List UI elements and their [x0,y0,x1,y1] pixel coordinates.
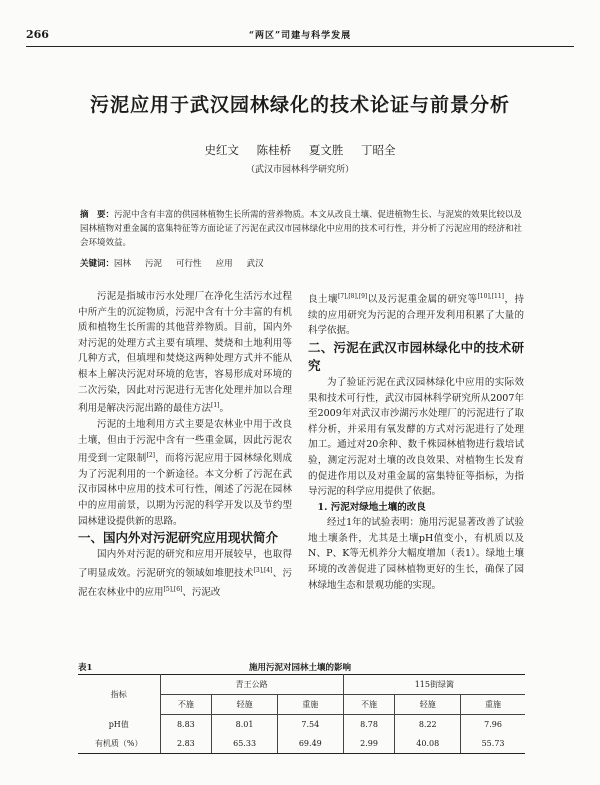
table-cell: 7.96 [484,720,502,729]
table-cell: 65.33 [212,734,278,754]
body-paragraph: 污泥的土地利用方式主要是农林业中用于改良土壤，但由于污泥中含有一些重金属，因此污泥农用受到一定限制[2]，而将污泥应用于园林绿化则成为了污泥利用的一个新途径。本文分析了污泥在武汉市园林中应用的技术可行性，阐述了污泥在园林中的应用前景，以期为污泥的科学开发以及节约型园林建设提供新的思路。 [78,418,292,527]
table-subheader: 轻施 [212,695,278,715]
table-cell: 8.78 [343,715,395,735]
citation: [5],[6] [163,585,183,593]
data-table [78,674,525,754]
table-subheader: 轻施 [395,695,461,715]
table-cell: 69.49 [277,734,343,754]
table-cell: 8.01 [212,715,278,735]
keyword: 应用 [215,259,233,269]
abstract-text: 污泥中含有丰富的供园林植物生长所需的营养物质。本文从改良土壤、促进植物生长、与泥炭的效果比较以及园林植物对重金属的富集特征等方面论证了污泥在武汉市园林绿化中应用的技术可行性，并分析了污泥应用的经济和社会环境效益。 [80,210,523,248]
table-cell: 8.22 [395,715,461,735]
body-paragraph: 为了验证污泥在武汉园林绿化中应用的实际效果和技术可行性，武汉市园林科学研究所从2007年至2009年对武汉市沙湖污水处理厂的污泥进行了取样分析，并采用有氧发酵的方式对污泥进行了处理加工。通过对20余种、数千株园林植物进行栽培试验，测定污泥对土壤的改良效果、对植物生长发育的促进作用以及对重金属的富集特征等指标，为指导污泥的科学应用提供了依据。 [308,376,524,498]
citation: [2] [146,452,155,460]
table-subheader: 不施 [160,695,212,715]
section-heading: 一、国内外对污泥研究应用现状简介 [78,530,279,546]
right-column [308,289,524,593]
article-title: 污泥应用于武汉园林绿化的技术论证与前景分析 [89,94,510,116]
table-subheader: 不施 [343,695,395,715]
keyword: 污泥 [145,259,163,269]
abstract [80,208,525,250]
abstract-label: 摘 要： [80,210,115,220]
table-subheader: 重施 [461,695,525,715]
table-header: 指标 [78,675,160,715]
table-cell: 有机质（%） [78,734,160,754]
table-cell: 40.08 [395,734,461,754]
author: 陈桂桥 [256,143,292,157]
keywords [80,257,525,269]
table-cell: 55.73 [461,734,525,754]
author: 夏文胜 [308,143,344,157]
affiliation: （武汉市园林科学研究所） [245,165,354,175]
citation: [3],[4] [253,566,273,574]
keywords-label: 关键词： [80,259,115,269]
left-column [78,289,292,600]
citation: [7],[8],[9] [337,293,368,300]
body-paragraph: 国内外对污泥的研究和应用开展较早，也取得了明显成效。污泥研究的领域如堆肥技术[3],[4]、污泥在农林业中的应用[5],[6]、污泥改 [78,549,292,598]
author: 史红文 [204,143,240,157]
section-heading: 二、污泥在武汉市园林绿化中的技术研究 [308,339,524,373]
running-title: “两区”司建与科学发展 [248,31,352,41]
table-cell: 2.83 [160,734,212,754]
table-title: 施用污泥对园林土壤的影响 [248,663,351,673]
subsection-heading: 1. 污泥对绿地土壤的改良 [317,501,426,513]
table-group-header: 115街绿篱 [343,675,525,695]
table-cell: 8.83 [160,715,212,735]
table-cell: 2.99 [343,734,395,754]
body-paragraph: 经过1年的试验表明：施用污泥显著改善了试验地土壤条件，尤其是土壤pH值变小，有机质以及N、P、K等无机养分大幅度增加（表1）。绿地土壤环境的改善促进了园林植物更好的生长，确保了园林绿地生态和景观功能的实现。 [308,517,524,591]
page-number: 266 [26,28,49,41]
citation: [10],[11] [477,293,505,300]
author: 丁昭全 [360,143,396,157]
table-row [78,734,525,754]
table-group-header: 青王公路 [160,675,343,695]
header-rule [26,46,574,47]
keyword: 园林 [114,259,132,269]
author-list [0,142,600,158]
table-label: 表1 [78,663,93,673]
table-cell: 7.54 [277,715,343,735]
table-cell: pH值 [78,715,160,735]
table-row [78,715,525,735]
table-subheader: 重施 [277,695,343,715]
citation: [1] [211,402,220,410]
body-paragraph: 污泥是指城市污水处理厂在净化生活污水过程中所产生的沉淀物质，污泥中含有十分丰富的有机质和植物生长所需的其他营养物质。目前，国内外对污泥的处理方式主要有填埋、焚烧和土地利用等几种方式，但填埋和焚烧这两种处理方式并不能从根本上解决污泥对环境的危害，容易形成对环境的二次污染，因此对污泥进行无害化处理并加以合理利用是解决污泥出路的最佳方法[1]。 [78,291,292,415]
keyword: 可行性 [176,259,202,269]
keyword: 武汉 [246,259,264,269]
body-paragraph: 良土壤[7],[8],[9]以及污泥重金属的研究等[10],[11]，持续的应用研究为污泥的合理开发利用积累了大量的科学依据。 [308,293,524,337]
